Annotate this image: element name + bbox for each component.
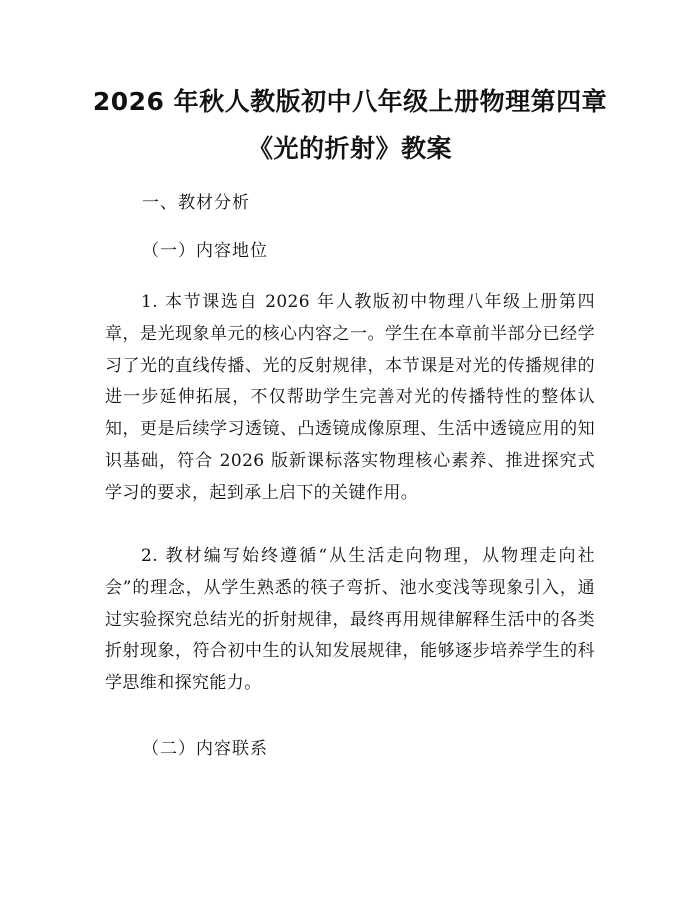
document-title-line-2: 《光的折射》教案 xyxy=(247,134,452,163)
paragraph-2: 2. 教材编写始终遵循“从生活走向物理，从物理走向社会”的理念，从学生熟悉的筷子弯折、池水变浅等现象引入，通过实验探究总结光的折射规律，最终再用规律解释生活中的各类折射现象，符合初中生的认知发展规律，能够逐步培养学生的科学思维和探究能力。 xyxy=(105,546,595,694)
paragraph-1: 1. 本节课选自 2026 年人教版初中物理八年级上册第四章，是光现象单元的核心内容之一。学生在本章前半部分已经学习了光的直线传播、光的反射规律，本节课是对光的传播规律的进一步延伸拓展，不仅帮助学生完善对光的传播特性的整体认知，更是后续学习透镜、凸透镜成像原理、生活中透镜应用的知识基础，符合 2026 版新课标落实物理核心素养、推进探究式学习的要求，起到承上启下的关键作用。 xyxy=(105,292,595,503)
subsection-heading-content-status: （一）内容地位 xyxy=(142,241,268,261)
section-heading-textbook-analysis: 一、教材分析 xyxy=(142,193,250,213)
document-title-line-1: 2026 年秋人教版初中八年级上册物理第四章 xyxy=(92,87,608,116)
subsection-heading-content-connection: （二）内容联系 xyxy=(142,739,268,759)
